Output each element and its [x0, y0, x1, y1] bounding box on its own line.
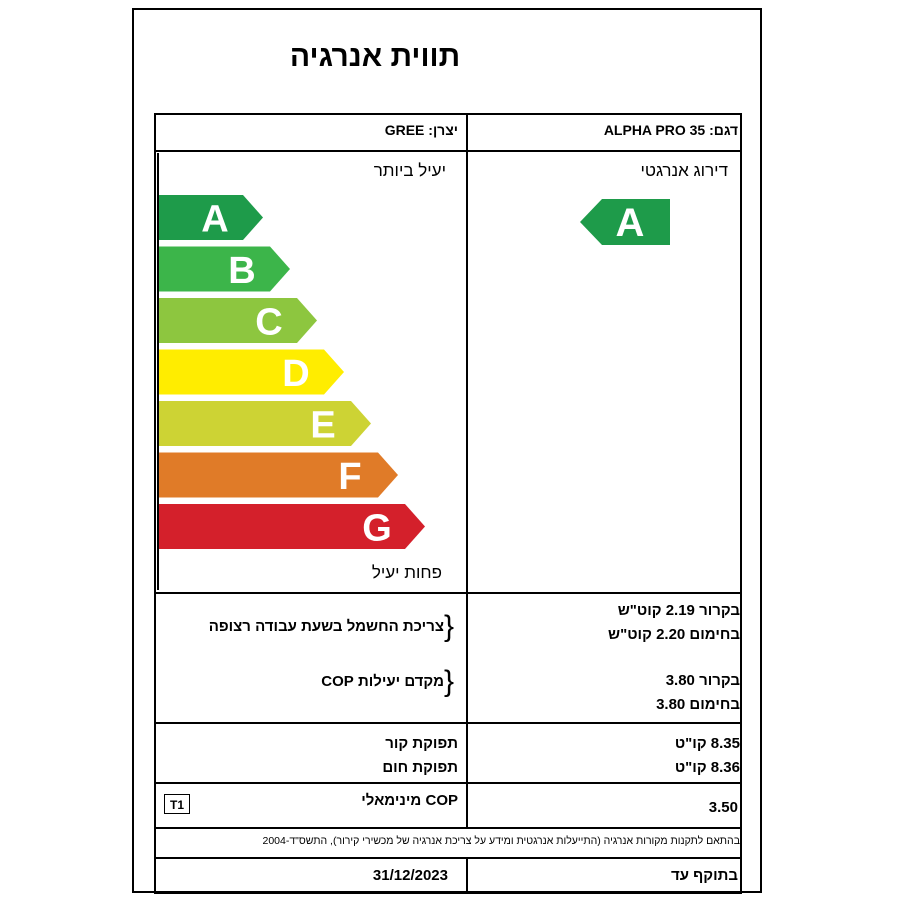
energy-label-table	[154, 113, 742, 894]
regulation-note: בהתאם לתקנות מקורות אנרגיה (התייעלות אנרגטית ומידע על צריכת אנרגיה של מכשירי קירור), התשס"ד-2004	[262, 835, 740, 847]
energy-scale	[159, 195, 459, 555]
energy-class-bar-c	[159, 298, 317, 343]
energy-class-letter-c: C	[255, 301, 283, 344]
t1-badge: T1	[164, 794, 190, 814]
energy-class-bar-b	[159, 247, 290, 292]
model: דגם: ALPHA PRO 35	[603, 122, 738, 138]
cop-heating: בחימום 3.80	[656, 696, 740, 713]
row-divider	[156, 827, 740, 829]
consumption-values	[468, 599, 740, 647]
capacity-values	[468, 732, 740, 780]
capacity-heat-value: 8.36 קו"ט	[674, 759, 740, 776]
column-divider	[466, 115, 468, 827]
row-divider	[156, 150, 740, 152]
capacity-cool-value: 8.35 קו"ט	[674, 735, 740, 752]
rating-label: דירוג אנרגטי	[640, 161, 728, 180]
validity-label: בתוקף עד	[671, 867, 738, 884]
scale-bottom-label: פחות יעיל	[371, 563, 442, 582]
manufacturer: יצרן: GREE	[384, 122, 458, 138]
energy-class-letter-e: E	[310, 404, 336, 447]
row-divider	[156, 592, 740, 594]
rating-letter: A	[615, 201, 645, 245]
row-divider	[156, 722, 740, 724]
cop-values	[468, 669, 740, 717]
validity-date: 31/12/2023	[372, 867, 448, 884]
capacity-heat-label: תפוקת חום	[382, 759, 458, 776]
capacity-cool-label: תפוקת קור	[385, 735, 458, 752]
row-divider	[156, 857, 740, 859]
cop-cooling: בקרור 3.80	[665, 672, 740, 689]
cop-label-row	[156, 667, 454, 697]
energy-class-letter-a: A	[201, 198, 229, 241]
min-cop-label: COP מינימאלי	[361, 792, 458, 809]
energy-class-letter-d: D	[282, 353, 310, 395]
page-title: תווית אנרגיה	[289, 40, 461, 73]
energy-class-bar-d	[159, 350, 344, 395]
brace-icon: {	[443, 665, 454, 698]
consumption-cooling: בקרור 2.19 קוט"ש	[617, 602, 740, 619]
rating-arrow	[580, 199, 672, 247]
min-cop-value: 3.50	[708, 799, 738, 816]
energy-class-bar-f	[159, 453, 398, 498]
cop-label: מקדם יעילות COP	[321, 672, 444, 690]
energy-class-letter-b: B	[228, 250, 256, 292]
brace-icon: {	[443, 610, 454, 643]
consumption-label: צריכת החשמל בשעת עבודה רצופה	[208, 617, 444, 635]
capacity-labels	[156, 732, 458, 780]
row-divider	[156, 782, 740, 784]
consumption-heating: בחימום 2.20 קוט"ש	[608, 626, 740, 643]
scale-top-label: יעיל ביותר	[373, 161, 446, 180]
energy-class-letter-g: G	[362, 507, 392, 550]
energy-class-bar-e	[159, 401, 371, 446]
consumption-label-row	[156, 612, 454, 642]
energy-class-letter-f: F	[338, 456, 362, 498]
